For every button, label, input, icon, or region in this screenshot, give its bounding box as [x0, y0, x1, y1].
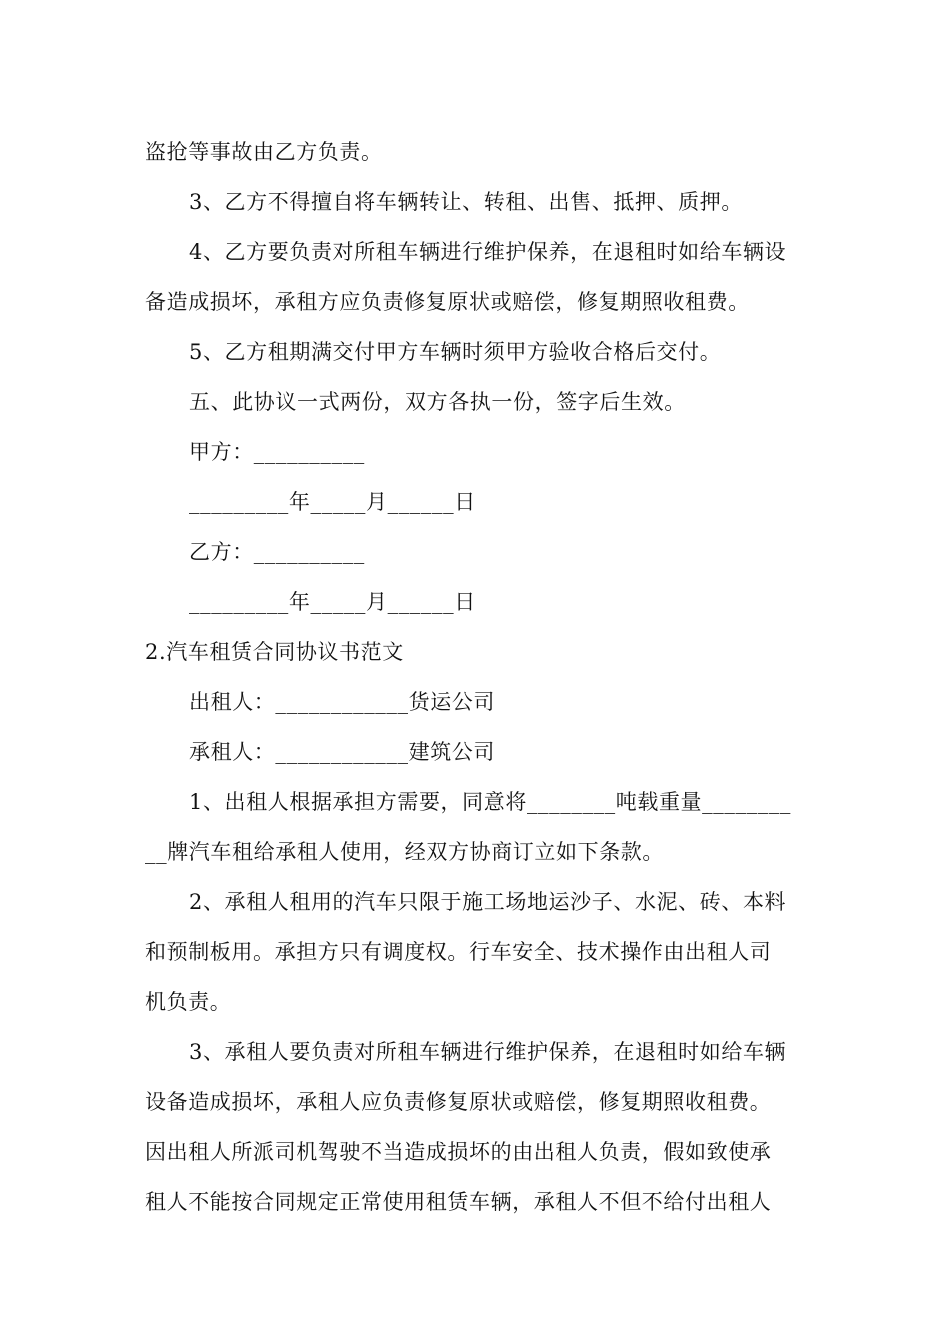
- party-b-signature-line: 乙方：__________: [189, 540, 365, 564]
- clause-3b-continuation-line-3: 租人不能按合同规定正常使用租赁车辆，承租人不但不给付出租人: [145, 1190, 772, 1214]
- section-five-line: 五、此协议一式两份，双方各执一份，签字后生效。: [189, 390, 686, 414]
- clause-1-continuation-line: __牌汽车租给承租人使用，经双方协商订立如下条款。: [145, 840, 664, 864]
- clause-3-line: 3、乙方不得擅自将车辆转让、转租、出售、抵押、质押。: [189, 190, 743, 214]
- clause-4-line: 4、乙方要负责对所租车辆进行维护保养，在退租时如给车辆设: [189, 240, 787, 264]
- lessor-line: 出租人：____________货运公司: [189, 690, 495, 714]
- clause-5-line: 5、乙方租期满交付甲方车辆时须甲方验收合格后交付。: [189, 340, 722, 364]
- lessee-line: 承租人：____________建筑公司: [189, 740, 495, 764]
- paragraph-line: 盗抢等事故由乙方负责。: [145, 140, 383, 164]
- party-b-date-line: _________年_____月______日: [189, 590, 476, 614]
- clause-2-continuation-line-2: 机负责。: [145, 990, 232, 1014]
- clause-2-line: 2、承租人租用的汽车只限于施工场地运沙子、水泥、砖、本料: [189, 890, 787, 914]
- clause-3b-line: 3、承租人要负责对所租车辆进行维护保养，在退租时如给车辆: [189, 1040, 787, 1064]
- clause-4-continuation-line: 备造成损坏，承租方应负责修复原状或赔偿，修复期照收租费。: [145, 290, 750, 314]
- party-a-date-line: _________年_____月______日: [189, 490, 476, 514]
- section-title: 2.汽车租赁合同协议书范文: [145, 640, 404, 664]
- party-a-signature-line: 甲方：__________: [189, 440, 365, 464]
- clause-2-continuation-line-1: 和预制板用。承担方只有调度权。行车安全、技术操作由出租人司: [145, 940, 772, 964]
- clause-3b-continuation-line-1: 设备造成损坏，承租人应负责修复原状或赔偿，修复期照收租费。: [145, 1090, 772, 1114]
- clause-3b-continuation-line-2: 因出租人所派司机驾驶不当造成损坏的由出租人负责，假如致使承: [145, 1140, 772, 1164]
- clause-1-line: 1、出租人根据承担方需要，同意将________吨载重量________: [189, 790, 791, 814]
